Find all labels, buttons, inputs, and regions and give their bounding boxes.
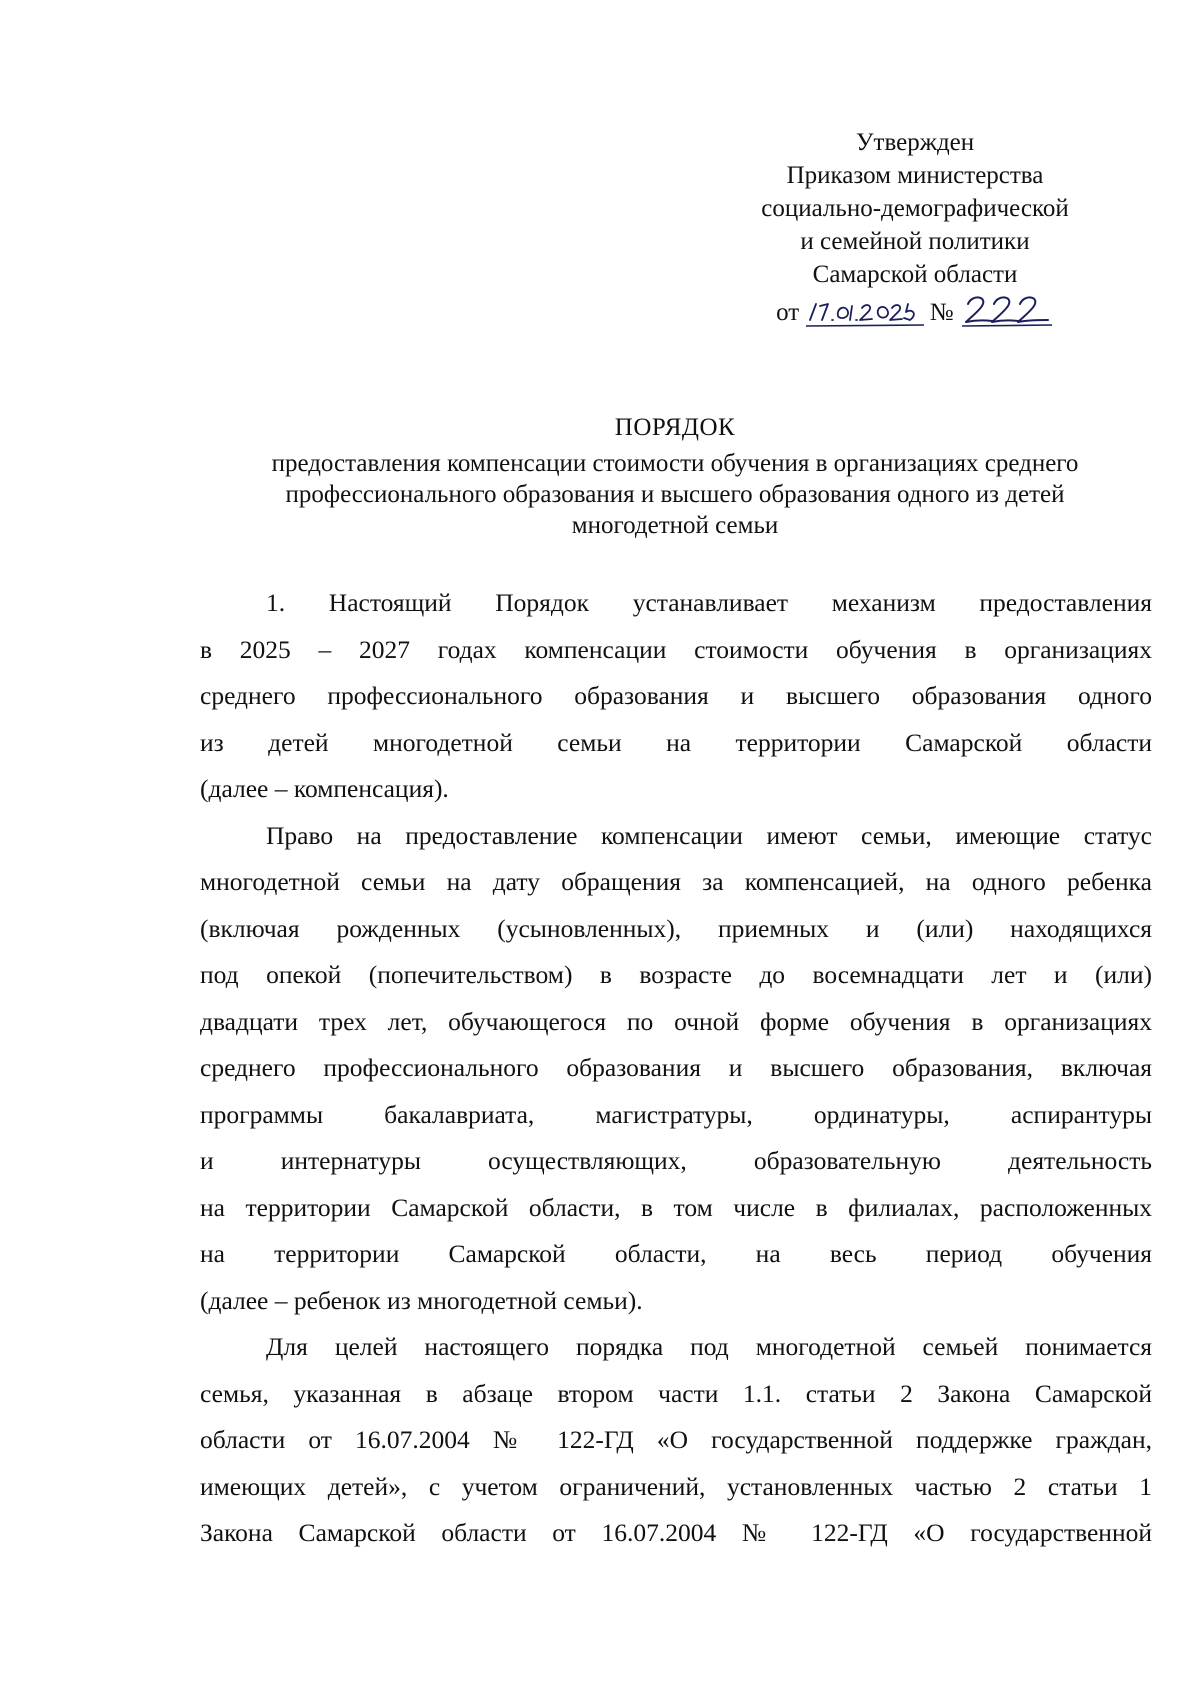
paragraph-1 <box>200 580 1152 813</box>
approval-block <box>715 126 1115 330</box>
paragraph-line: среднего профессионального образования и высшего образования, включая <box>200 1053 1152 1082</box>
handwritten-number <box>962 292 1054 330</box>
paragraph-line: программы бакалавриата, магистратуры, ординатуры, аспирантуры <box>200 1099 1152 1129</box>
document-subtitle-line: профессионального образования и высшего образования одного из детей <box>285 481 1065 508</box>
paragraph-line: Право на предоставление компенсации имеют семьи, имеющие статус <box>266 820 1152 850</box>
document-body <box>200 580 1152 1557</box>
approval-line: Самарской области <box>812 261 1018 288</box>
paragraph-3 <box>200 1324 1152 1557</box>
paragraph-line: области от 16.07.2004 № 122-ГД «О государственной поддержке граждан, <box>200 1425 1152 1454</box>
date-prefix: от <box>776 299 800 326</box>
paragraph-line: Для целей настоящего порядка под многодетной семьей понимается <box>266 1332 1152 1361</box>
document-subtitle-line: предоставления компенсации стоимости обучения в организациях среднего <box>271 450 1079 477</box>
paragraph-line: под опекой (попечительством) в возрасте до восемнадцати лет и (или) <box>200 960 1152 989</box>
paragraph-line: многодетной семьи на дату обращения за компенсацией, на одного ребенка <box>200 867 1152 896</box>
paragraph-line: на территории Самарской области, в том числе в филиалах, расположенных <box>200 1192 1152 1222</box>
paragraph-line: и интернатуры осуществляющих, образовательную деятельность <box>200 1146 1152 1175</box>
paragraph-line: (далее – ребенок из многодетной семьи). <box>200 1285 643 1315</box>
paragraph-line: на территории Самарской области, на весь период обучения <box>200 1239 1152 1268</box>
approval-line: и семейной политики <box>800 228 1030 255</box>
paragraph-line: 1. Настоящий Порядок устанавливает механизм предоставления <box>266 588 1152 617</box>
document-title-block <box>190 412 1160 541</box>
paragraph-line: семья, указанная в абзаце втором части 1.1. статьи 2 Закона Самарской <box>200 1378 1152 1408</box>
document-subtitle-line: многодетной семьи <box>571 512 779 539</box>
approval-line: Утвержден <box>855 129 975 156</box>
paragraph-line: среднего профессионального образования и высшего образования одного <box>200 681 1152 710</box>
paragraph-2 <box>200 813 1152 1325</box>
approval-line: социально-демографической <box>761 195 1069 222</box>
number-sign: № <box>929 299 954 326</box>
approval-date-line <box>715 292 1115 330</box>
paragraph-line: (включая рожденных (усыновленных), приемных и (или) находящихся <box>200 913 1152 943</box>
paragraph-line: имеющих детей», с учетом ограничений, установленных частью 2 статьи 1 <box>200 1471 1152 1501</box>
paragraph-line: (далее – компенсация). <box>200 774 449 803</box>
paragraph-line: Закона Самарской области от 16.07.2004 № 122-ГД «О государственной <box>200 1518 1152 1547</box>
paragraph-line: двадцати трех лет, обучающегося по очной форме обучения в организациях <box>200 1006 1152 1036</box>
paragraph-line: в 2025 – 2027 годах компенсации стоимости обучения в организациях <box>200 634 1152 664</box>
paragraph-line: из детей многодетной семьи на территории Самарской области <box>200 727 1152 757</box>
document-title: ПОРЯДОК <box>614 414 736 441</box>
handwritten-date <box>806 296 924 330</box>
approval-line: Приказом министерства <box>786 162 1044 189</box>
